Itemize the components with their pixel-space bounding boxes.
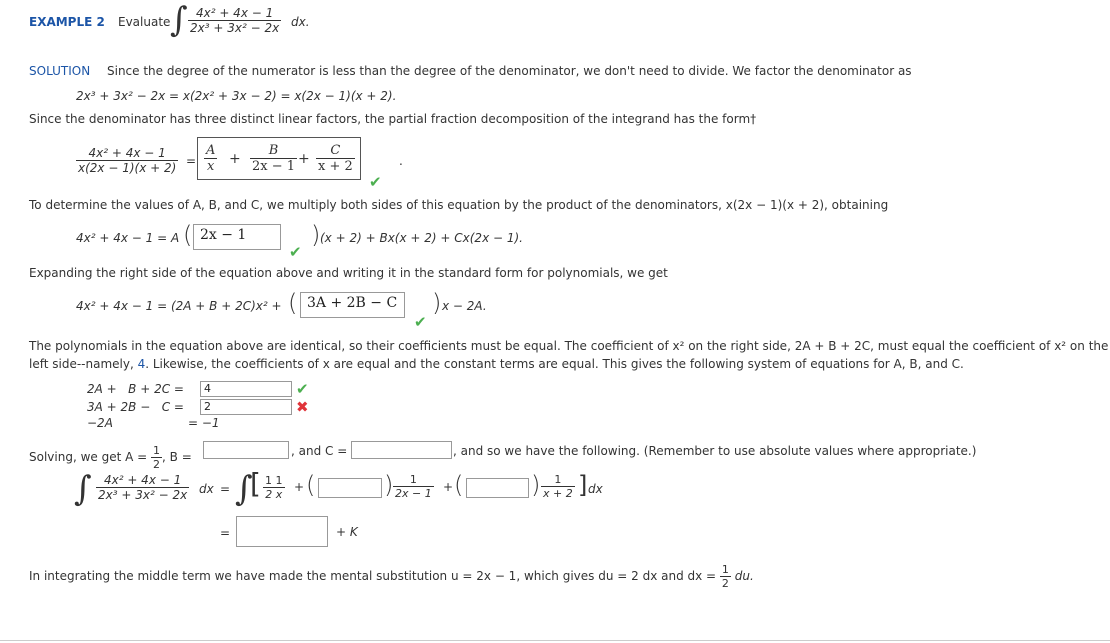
final-close-paren-3: )	[531, 471, 541, 499]
example-dx: dx.	[291, 15, 310, 29]
solving-prefix: Solving, we get A =	[29, 450, 148, 464]
final-open-paren-2: (	[306, 471, 316, 499]
integral-sign-icon: ∫	[170, 0, 188, 40]
final-plus-1: +	[294, 480, 305, 494]
final-term-3-den: x + 2	[543, 487, 573, 500]
partial-equals: =	[186, 154, 197, 168]
final-dx: dx	[199, 482, 214, 496]
final-close-paren-2: )	[384, 471, 394, 499]
solving-b-label: , B =	[162, 450, 192, 464]
final-term-2-input[interactable]	[318, 478, 382, 498]
example-label: EXAMPLE 2	[29, 15, 105, 29]
solution-intro: Since the degree of the numerator is less than the degree of the denominator, we don't need to divide. We factor the denominator as	[107, 64, 912, 78]
partial-check-icon: ✔	[369, 173, 382, 191]
partial-term-a	[204, 143, 217, 174]
final-equals-2: =	[220, 526, 231, 540]
identical-line-2-post: . Likewise, the coefficients of x are equal and the constant terms are equal. This gives the following system of equations for A, B, and C.	[145, 357, 964, 371]
determine-input[interactable]: 2x − 1	[193, 224, 281, 250]
final-term-2	[393, 473, 434, 500]
system-row-2-cross-icon: ✖	[296, 398, 309, 416]
partial-term-b	[250, 143, 297, 174]
final-close-bracket: ]	[578, 471, 588, 499]
final-term-3-num: 1	[554, 473, 562, 486]
note-du: du.	[734, 569, 754, 583]
final-plus-k: + K	[336, 525, 358, 539]
system-row-1: 2A + B + 2C =	[87, 382, 184, 396]
identical-coef-value: 4	[137, 357, 146, 371]
partial-c: C	[330, 143, 341, 158]
partial-b-den: 2x − 1	[252, 159, 296, 174]
linear-factors-text: Since the denominator has three distinct linear factors, the partial fraction decomposition of the integrand has the form†	[29, 112, 757, 126]
partial-term-c	[316, 143, 355, 174]
final-plus-2: +	[443, 480, 454, 494]
partial-lhs-fraction	[76, 146, 178, 175]
solving-b-input[interactable]	[203, 441, 289, 459]
example-numerator: 4x² + 4x − 1	[195, 6, 274, 20]
expanding-open-paren: (	[288, 289, 298, 317]
solving-a-den: 2	[153, 458, 161, 471]
partial-a-den: x	[204, 158, 217, 174]
evaluate-text: Evaluate	[118, 15, 171, 29]
identical-line-2	[29, 357, 964, 371]
identical-line-2-pre: left side--namely,	[29, 357, 138, 371]
solving-a-num: 1	[153, 444, 161, 457]
partial-period: .	[399, 154, 403, 168]
system-row-3-rhs: = −1	[188, 416, 220, 430]
expanding-input[interactable]: 3A + 2B − C	[300, 292, 405, 318]
solving-c-label: , and C =	[291, 444, 348, 458]
solving-post-text: , and so we have the following. (Remember to use absolute values where appropriate.)	[453, 444, 977, 458]
expanding-rhs: x − 2A.	[442, 299, 487, 313]
final-answer-input[interactable]	[236, 516, 328, 547]
determine-check-icon: ✔	[289, 243, 302, 261]
partial-lhs-num: 4x² + 4x − 1	[88, 146, 166, 160]
note-main: In integrating the middle term we have made the mental substitution u = 2x − 1, which gives du = 2 dx and dx =	[29, 569, 717, 583]
partial-c-den: x + 2	[318, 159, 353, 174]
note-half-num: 1	[721, 563, 729, 576]
determine-open-paren: (	[183, 221, 193, 249]
example-denominator: 2x³ + 3x² − 2x	[190, 21, 280, 35]
system-row-2: 3A + 2B − C =	[87, 400, 184, 414]
bottom-divider	[0, 640, 1110, 641]
final-term-3	[541, 473, 575, 500]
note-text	[29, 563, 754, 590]
note-half-den: 2	[721, 577, 729, 590]
solving-text	[29, 444, 192, 471]
final-integral-num: 4x² + 4x − 1	[103, 473, 182, 487]
determine-text: To determine the values of A, B, and C, we multiply both sides of this equation by the product of the denominators, x(2x − 1)(x + 2), obtaining	[29, 198, 889, 212]
system-row-1-input[interactable]: 4	[200, 381, 292, 397]
partial-plus-1: +	[229, 151, 241, 167]
final-term-1-num: 1 1	[265, 474, 283, 487]
final-open-bracket: [	[250, 467, 261, 500]
final-integral-den: 2x³ + 3x² − 2x	[98, 488, 188, 502]
solving-a-fraction	[151, 444, 162, 471]
factor-equation: 2x³ + 3x² − 2x = x(2x² + 3x − 2) = x(2x − 1)(x + 2).	[76, 89, 397, 103]
partial-a: A	[206, 143, 216, 158]
final-term-3-input[interactable]	[466, 478, 529, 498]
final-integral-fraction	[96, 473, 189, 502]
final-term-2-den: 2x − 1	[395, 487, 432, 500]
expanding-text: Expanding the right side of the equation above and writing it in the standard form for polynomials, we get	[29, 266, 668, 280]
determine-rhs: (x + 2) + Bx(x + 2) + Cx(2x − 1).	[320, 231, 523, 245]
system-row-2-input[interactable]: 2	[200, 399, 292, 415]
final-term-2-num: 1	[409, 473, 417, 486]
example-fraction	[188, 6, 281, 35]
expanding-lhs: 4x² + 4x − 1 = (2A + B + 2C)x² +	[76, 299, 282, 313]
final-term-1-den: 2 x	[263, 487, 285, 501]
expanding-close-paren: )	[432, 289, 442, 317]
solution-label: SOLUTION	[29, 64, 91, 78]
partial-lhs-den: x(2x − 1)(x + 2)	[78, 161, 177, 175]
final-dx-2: dx	[588, 482, 603, 496]
identical-line-1: The polynomials in the equation above are identical, so their coefficients must be equal. The coefficient of x² on the right side, 2A + B + 2C, must equal the coefficient of x² on the	[29, 339, 1109, 353]
final-term-1	[263, 474, 285, 501]
note-half-fraction	[720, 563, 731, 590]
solving-c-input[interactable]	[351, 441, 452, 459]
determine-lhs: 4x² + 4x − 1 = A	[76, 231, 180, 245]
final-integral-sign-2-icon: ∫	[235, 469, 253, 509]
partial-b: B	[268, 143, 279, 158]
system-row-3-lhs: −2A	[87, 416, 113, 430]
partial-plus-2: +	[298, 151, 310, 167]
expanding-check-icon: ✔	[414, 313, 427, 331]
determine-close-paren: )	[311, 221, 321, 249]
system-row-1-check-icon: ✔	[296, 380, 309, 398]
final-equals: =	[220, 482, 231, 496]
final-integral-sign-icon: ∫	[74, 469, 92, 509]
final-open-paren-3: (	[454, 471, 464, 499]
